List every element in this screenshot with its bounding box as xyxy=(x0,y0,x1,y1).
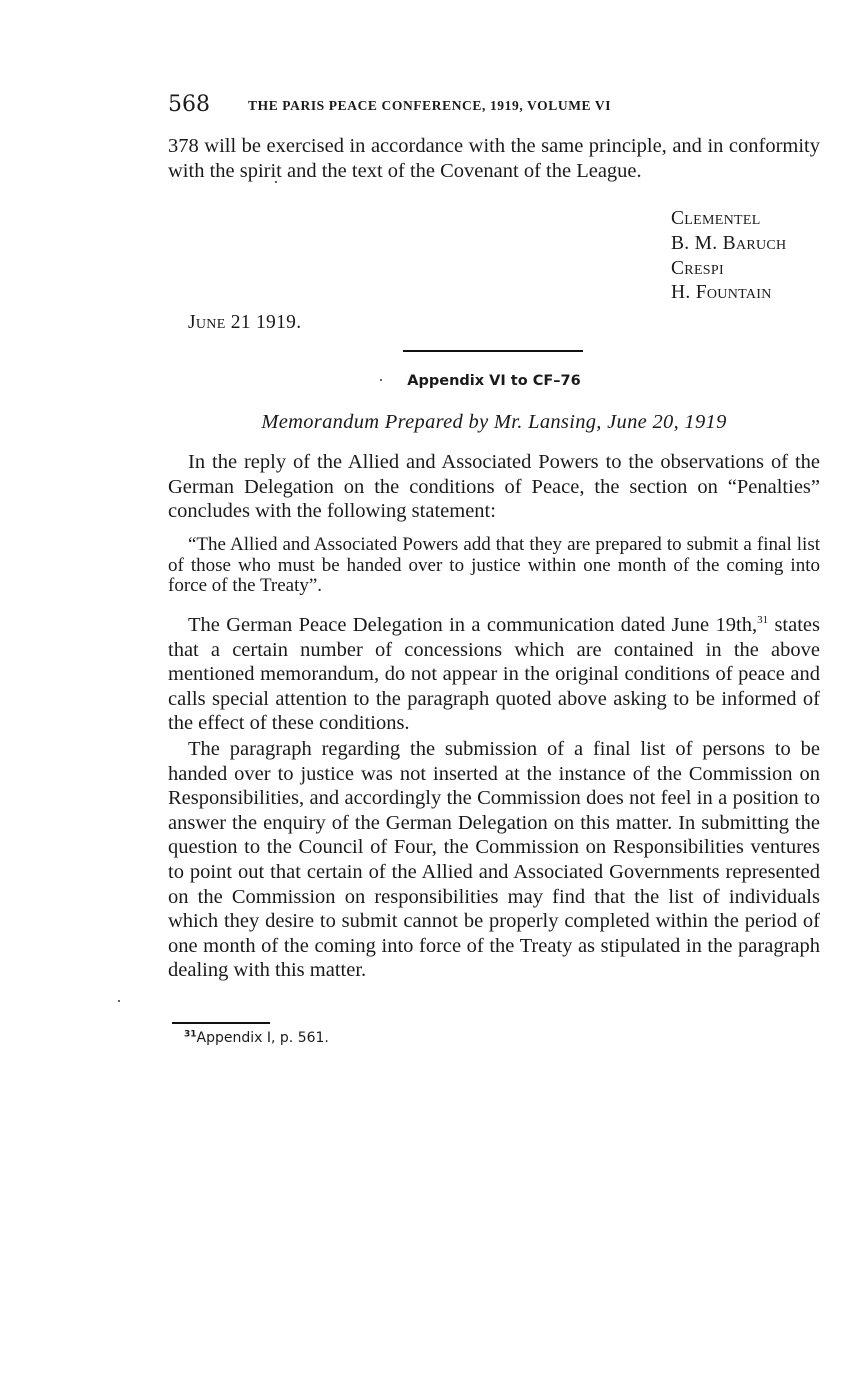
signatory-crespi: Crespi xyxy=(671,257,724,279)
page-number: 568 xyxy=(168,92,210,117)
date-line: June 21 1919. xyxy=(188,312,302,333)
footnote xyxy=(184,1030,329,1046)
paragraph-3: The paragraph regarding the submission of a final list of persons to be handed over to justice was not inserted at the instance of the Commission on Responsibilities, and accordingly the Commission does not feel in a position to answer the enquiry of the German Delegation on this matter. In submitting the question to the Council of Four, the Commission on Responsibilities ventures to point out that certain of the Allied and Associated Governments represented on the Commission on responsibilities may find that the list of individuals which they desire to submit cannot be properly completed within the period of one month of the coming into force of the Treaty as stipulated in the paragraph dealing with this matter. xyxy=(168,738,820,982)
signatory-fountain: H. Fountain xyxy=(671,282,772,304)
signature-block xyxy=(671,207,831,306)
memorandum-title: Memorandum Prepared by Mr. Lansing, June 20, 1919 xyxy=(261,411,727,433)
footnote-reference[interactable]: 31 xyxy=(757,614,769,627)
block-quote: “The Allied and Associated Powers add that they are prepared to submit a final list of those who must be handed over to justice within one month of the coming into force of the Treaty”. xyxy=(168,534,820,596)
appendix-heading: Appendix VI to CF–76 xyxy=(407,373,581,389)
continued-paragraph: 378 will be exercised in accordance with the same principle, and in conformity with the spirit and the text of the Covenant of the League. xyxy=(168,135,820,182)
section-divider xyxy=(403,350,583,352)
paragraph-2-text-a: The German Peace Delegation in a communication dated June 19th, xyxy=(188,614,758,636)
running-title: THE PARIS PEACE CONFERENCE, 1919, VOLUME VI xyxy=(248,98,612,113)
paragraph-1: In the reply of the Allied and Associated Powers to the observations of the German Delegation on the conditions of Peace, the section on “Penalties” concludes with the following statement: xyxy=(168,451,820,523)
footnote-mark: 31 xyxy=(184,1029,197,1040)
paragraph-2-text-b: states that a certain number of concessions which are contained in the above mentioned memorandum, do not appear in the original conditions of peace and calls special attention to the paragraph quoted above asking to be informed of the effect of these conditions. xyxy=(168,614,820,735)
scan-speck xyxy=(118,1000,120,1002)
running-head xyxy=(168,92,820,118)
footnote-divider xyxy=(172,1022,270,1024)
paragraph-2 xyxy=(168,613,820,736)
signatory-baruch: B. M. Baruch xyxy=(671,232,787,254)
footnote-text: Appendix I, p. 561. xyxy=(196,1030,329,1046)
signatory-clementel: Clementel xyxy=(671,208,761,229)
